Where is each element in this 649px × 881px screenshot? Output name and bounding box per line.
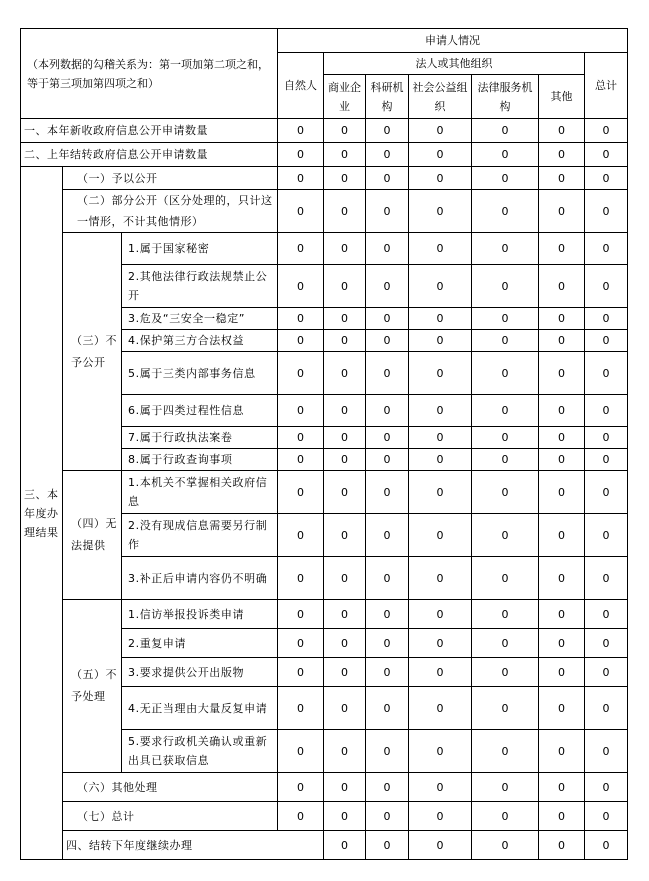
table-row — [21, 802, 628, 831]
value-cell: 0 — [409, 730, 472, 773]
value-cell: 0 — [409, 352, 472, 395]
value-cell: 0 — [409, 395, 472, 427]
legal-service-header: 法律服务机构 — [472, 75, 539, 119]
value-cell: 0 — [585, 831, 628, 860]
value-cell: 0 — [366, 600, 409, 629]
value-cell: 0 — [472, 395, 539, 427]
section-1-label: 一、本年新收政府信息公开申请数量 — [21, 119, 278, 143]
value-cell: 0 — [539, 167, 585, 190]
value-cell: 0 — [278, 514, 324, 557]
value-cell: 0 — [539, 629, 585, 658]
value-cell: 0 — [472, 449, 539, 471]
value-cell: 0 — [409, 514, 472, 557]
table-row — [21, 190, 628, 233]
value-cell: 0 — [278, 802, 324, 831]
sub-item-label: 7.属于行政执法案卷 — [122, 427, 278, 449]
value-cell: 0 — [585, 330, 628, 352]
value-cell: 0 — [278, 557, 324, 600]
value-cell: 0 — [366, 427, 409, 449]
value-cell: 0 — [539, 557, 585, 600]
value-cell: 0 — [409, 308, 472, 330]
value-cell: 0 — [366, 773, 409, 802]
value-cell: 0 — [366, 143, 409, 167]
value-cell: 0 — [366, 119, 409, 143]
value-cell: 0 — [472, 629, 539, 658]
applicant-info-header: 申请人情况 — [278, 29, 628, 53]
value-cell: 0 — [324, 167, 366, 190]
value-cell: 0 — [409, 233, 472, 265]
value-cell: 0 — [324, 352, 366, 395]
value-cell: 0 — [585, 557, 628, 600]
value-cell: 0 — [585, 730, 628, 773]
value-cell: 0 — [324, 265, 366, 308]
value-cell: 0 — [409, 167, 472, 190]
sub-item-label: 2.其他法律行政法规禁止公开 — [122, 265, 278, 308]
value-cell: 0 — [409, 600, 472, 629]
value-cell: 0 — [324, 119, 366, 143]
research-header: 科研机构 — [366, 75, 409, 119]
table-row — [21, 773, 628, 802]
sub-item-label: 3.危及“三安全一稳定” — [122, 308, 278, 330]
table-description: （本列数据的勾稽关系为：第一项加第二项之和，等于第三项加第四项之和） — [21, 29, 278, 119]
value-cell: 0 — [539, 514, 585, 557]
value-cell: 0 — [472, 514, 539, 557]
value-cell: 0 — [409, 190, 472, 233]
value-cell: 0 — [324, 233, 366, 265]
value-cell: 0 — [539, 449, 585, 471]
value-cell: 0 — [278, 119, 324, 143]
value-cell: 0 — [366, 514, 409, 557]
value-cell: 0 — [409, 330, 472, 352]
value-cell: 0 — [472, 802, 539, 831]
value-cell: 0 — [366, 449, 409, 471]
value-cell: 0 — [324, 557, 366, 600]
value-cell: 0 — [539, 471, 585, 514]
value-cell: 0 — [409, 265, 472, 308]
value-cell: 0 — [472, 730, 539, 773]
sub-item-label: 5.要求行政机关确认或重新出具已获取信息 — [122, 730, 278, 773]
value-cell: 0 — [366, 629, 409, 658]
value-cell: 0 — [409, 557, 472, 600]
value-cell: 0 — [472, 687, 539, 730]
value-cell: 0 — [539, 352, 585, 395]
value-cell: 0 — [472, 167, 539, 190]
value-cell: 0 — [409, 802, 472, 831]
value-cell: 0 — [366, 831, 409, 860]
sub-item-label: 6.属于四类过程性信息 — [122, 395, 278, 427]
section-3-label: 三、本年度办理结果 — [21, 167, 63, 860]
value-cell: 0 — [278, 730, 324, 773]
value-cell: 0 — [409, 471, 472, 514]
value-cell: 0 — [472, 265, 539, 308]
value-cell: 0 — [278, 190, 324, 233]
table-row — [21, 831, 628, 860]
value-cell: 0 — [366, 687, 409, 730]
section-2-label: 二、上年结转政府信息公开申请数量 — [21, 143, 278, 167]
group-3-label: （三）不予公开 — [63, 233, 122, 471]
group-5-label: （五）不予处理 — [63, 600, 122, 773]
value-cell: 0 — [278, 143, 324, 167]
value-cell: 0 — [366, 265, 409, 308]
group-4-label: （四）无法提供 — [63, 471, 122, 600]
group-1-label: （一）予以公开 — [63, 167, 278, 190]
value-cell: 0 — [324, 831, 366, 860]
disclosure-stats-table — [20, 28, 628, 860]
value-cell: 0 — [409, 449, 472, 471]
value-cell: 0 — [366, 352, 409, 395]
value-cell: 0 — [472, 233, 539, 265]
value-cell: 0 — [324, 427, 366, 449]
sub-item-label: 4.保护第三方合法权益 — [122, 330, 278, 352]
sub-item-label: 2.没有现成信息需要另行制作 — [122, 514, 278, 557]
value-cell: 0 — [324, 143, 366, 167]
sub-item-label: 1.本机关不掌握相关政府信息 — [122, 471, 278, 514]
value-cell: 0 — [324, 687, 366, 730]
value-cell: 0 — [409, 687, 472, 730]
value-cell: 0 — [585, 773, 628, 802]
value-cell: 0 — [366, 330, 409, 352]
table-row — [21, 143, 628, 167]
table-row — [21, 471, 628, 514]
value-cell: 0 — [278, 658, 324, 687]
value-cell: 0 — [585, 427, 628, 449]
value-cell: 0 — [539, 233, 585, 265]
value-cell: 0 — [472, 190, 539, 233]
table-row — [21, 167, 628, 190]
other-header: 其他 — [539, 75, 585, 119]
value-cell: 0 — [539, 308, 585, 330]
value-cell: 0 — [409, 119, 472, 143]
value-cell: 0 — [585, 190, 628, 233]
value-cell: 0 — [278, 265, 324, 308]
value-cell: 0 — [539, 600, 585, 629]
value-cell: 0 — [472, 600, 539, 629]
value-cell: 0 — [366, 308, 409, 330]
table-row — [21, 233, 628, 265]
value-cell: 0 — [366, 730, 409, 773]
value-cell: 0 — [366, 233, 409, 265]
value-cell: 0 — [472, 143, 539, 167]
sub-item-label: 1.信访举报投诉类申请 — [122, 600, 278, 629]
value-cell: 0 — [366, 557, 409, 600]
value-cell: 0 — [324, 395, 366, 427]
value-cell: 0 — [324, 330, 366, 352]
value-cell: 0 — [585, 395, 628, 427]
value-cell: 0 — [585, 687, 628, 730]
value-cell: 0 — [278, 773, 324, 802]
table-row — [21, 119, 628, 143]
section-4-label: 四、结转下年度继续办理 — [63, 831, 324, 860]
value-cell: 0 — [585, 352, 628, 395]
value-cell: 0 — [366, 167, 409, 190]
value-cell: 0 — [539, 831, 585, 860]
value-cell: 0 — [585, 143, 628, 167]
value-cell: 0 — [278, 330, 324, 352]
value-cell: 0 — [472, 427, 539, 449]
value-cell: 0 — [324, 730, 366, 773]
value-cell: 0 — [366, 190, 409, 233]
value-cell: 0 — [366, 802, 409, 831]
value-cell: 0 — [409, 143, 472, 167]
sub-item-label: 1.属于国家秘密 — [122, 233, 278, 265]
value-cell: 0 — [539, 730, 585, 773]
value-cell: 0 — [324, 802, 366, 831]
value-cell: 0 — [324, 449, 366, 471]
sub-item-label: 2.重复申请 — [122, 629, 278, 658]
value-cell: 0 — [585, 167, 628, 190]
value-cell: 0 — [539, 802, 585, 831]
value-cell: 0 — [278, 352, 324, 395]
value-cell: 0 — [409, 658, 472, 687]
value-cell: 0 — [324, 773, 366, 802]
value-cell: 0 — [366, 658, 409, 687]
value-cell: 0 — [585, 514, 628, 557]
value-cell: 0 — [472, 831, 539, 860]
value-cell: 0 — [278, 167, 324, 190]
value-cell: 0 — [278, 471, 324, 514]
sub-item-label: 5.属于三类内部事务信息 — [122, 352, 278, 395]
value-cell: 0 — [472, 557, 539, 600]
value-cell: 0 — [585, 658, 628, 687]
value-cell: 0 — [324, 471, 366, 514]
value-cell: 0 — [324, 600, 366, 629]
value-cell: 0 — [539, 658, 585, 687]
value-cell: 0 — [409, 773, 472, 802]
value-cell: 0 — [539, 687, 585, 730]
value-cell: 0 — [585, 471, 628, 514]
value-cell: 0 — [585, 119, 628, 143]
value-cell: 0 — [324, 514, 366, 557]
value-cell: 0 — [585, 308, 628, 330]
value-cell: 0 — [585, 233, 628, 265]
value-cell: 0 — [539, 143, 585, 167]
value-cell: 0 — [585, 449, 628, 471]
value-cell: 0 — [324, 658, 366, 687]
value-cell: 0 — [472, 471, 539, 514]
value-cell: 0 — [539, 119, 585, 143]
value-cell: 0 — [472, 658, 539, 687]
total-header: 总计 — [585, 53, 628, 119]
value-cell: 0 — [585, 629, 628, 658]
value-cell: 0 — [278, 449, 324, 471]
commercial-header: 商业企业 — [324, 75, 366, 119]
sub-item-label: 8.属于行政查询事项 — [122, 449, 278, 471]
value-cell: 0 — [366, 471, 409, 514]
natural-person-header: 自然人 — [278, 53, 324, 119]
value-cell: 0 — [409, 427, 472, 449]
value-cell: 0 — [409, 629, 472, 658]
value-cell: 0 — [585, 600, 628, 629]
value-cell: 0 — [409, 831, 472, 860]
legal-entities-header: 法人或其他组织 — [324, 53, 585, 75]
value-cell: 0 — [278, 233, 324, 265]
value-cell: 0 — [324, 308, 366, 330]
value-cell: 0 — [324, 190, 366, 233]
sub-item-label: 4.无正当理由大量反复申请 — [122, 687, 278, 730]
value-cell: 0 — [539, 427, 585, 449]
value-cell: 0 — [585, 265, 628, 308]
value-cell: 0 — [472, 330, 539, 352]
value-cell: 0 — [472, 352, 539, 395]
sub-item-label: 3.补正后申请内容仍不明确 — [122, 557, 278, 600]
value-cell: 0 — [472, 119, 539, 143]
value-cell: 0 — [278, 629, 324, 658]
value-cell: 0 — [472, 308, 539, 330]
value-cell: 0 — [539, 330, 585, 352]
value-cell: 0 — [539, 190, 585, 233]
sub-item-label: 3.要求提供公开出版物 — [122, 658, 278, 687]
value-cell: 0 — [539, 773, 585, 802]
value-cell: 0 — [278, 427, 324, 449]
value-cell: 0 — [278, 395, 324, 427]
value-cell: 0 — [539, 265, 585, 308]
social-welfare-header: 社会公益组织 — [409, 75, 472, 119]
value-cell: 0 — [324, 629, 366, 658]
value-cell: 0 — [366, 395, 409, 427]
value-cell: 0 — [278, 687, 324, 730]
group-6-label: （六）其他处理 — [63, 773, 278, 802]
value-cell: 0 — [539, 395, 585, 427]
group-7-label: （七）总计 — [63, 802, 278, 831]
value-cell: 0 — [278, 308, 324, 330]
table-row — [21, 600, 628, 629]
value-cell: 0 — [278, 600, 324, 629]
group-2-label: （二）部分公开（区分处理的，只计这一情形，不计其他情形） — [63, 190, 278, 233]
value-cell: 0 — [585, 802, 628, 831]
value-cell: 0 — [472, 773, 539, 802]
